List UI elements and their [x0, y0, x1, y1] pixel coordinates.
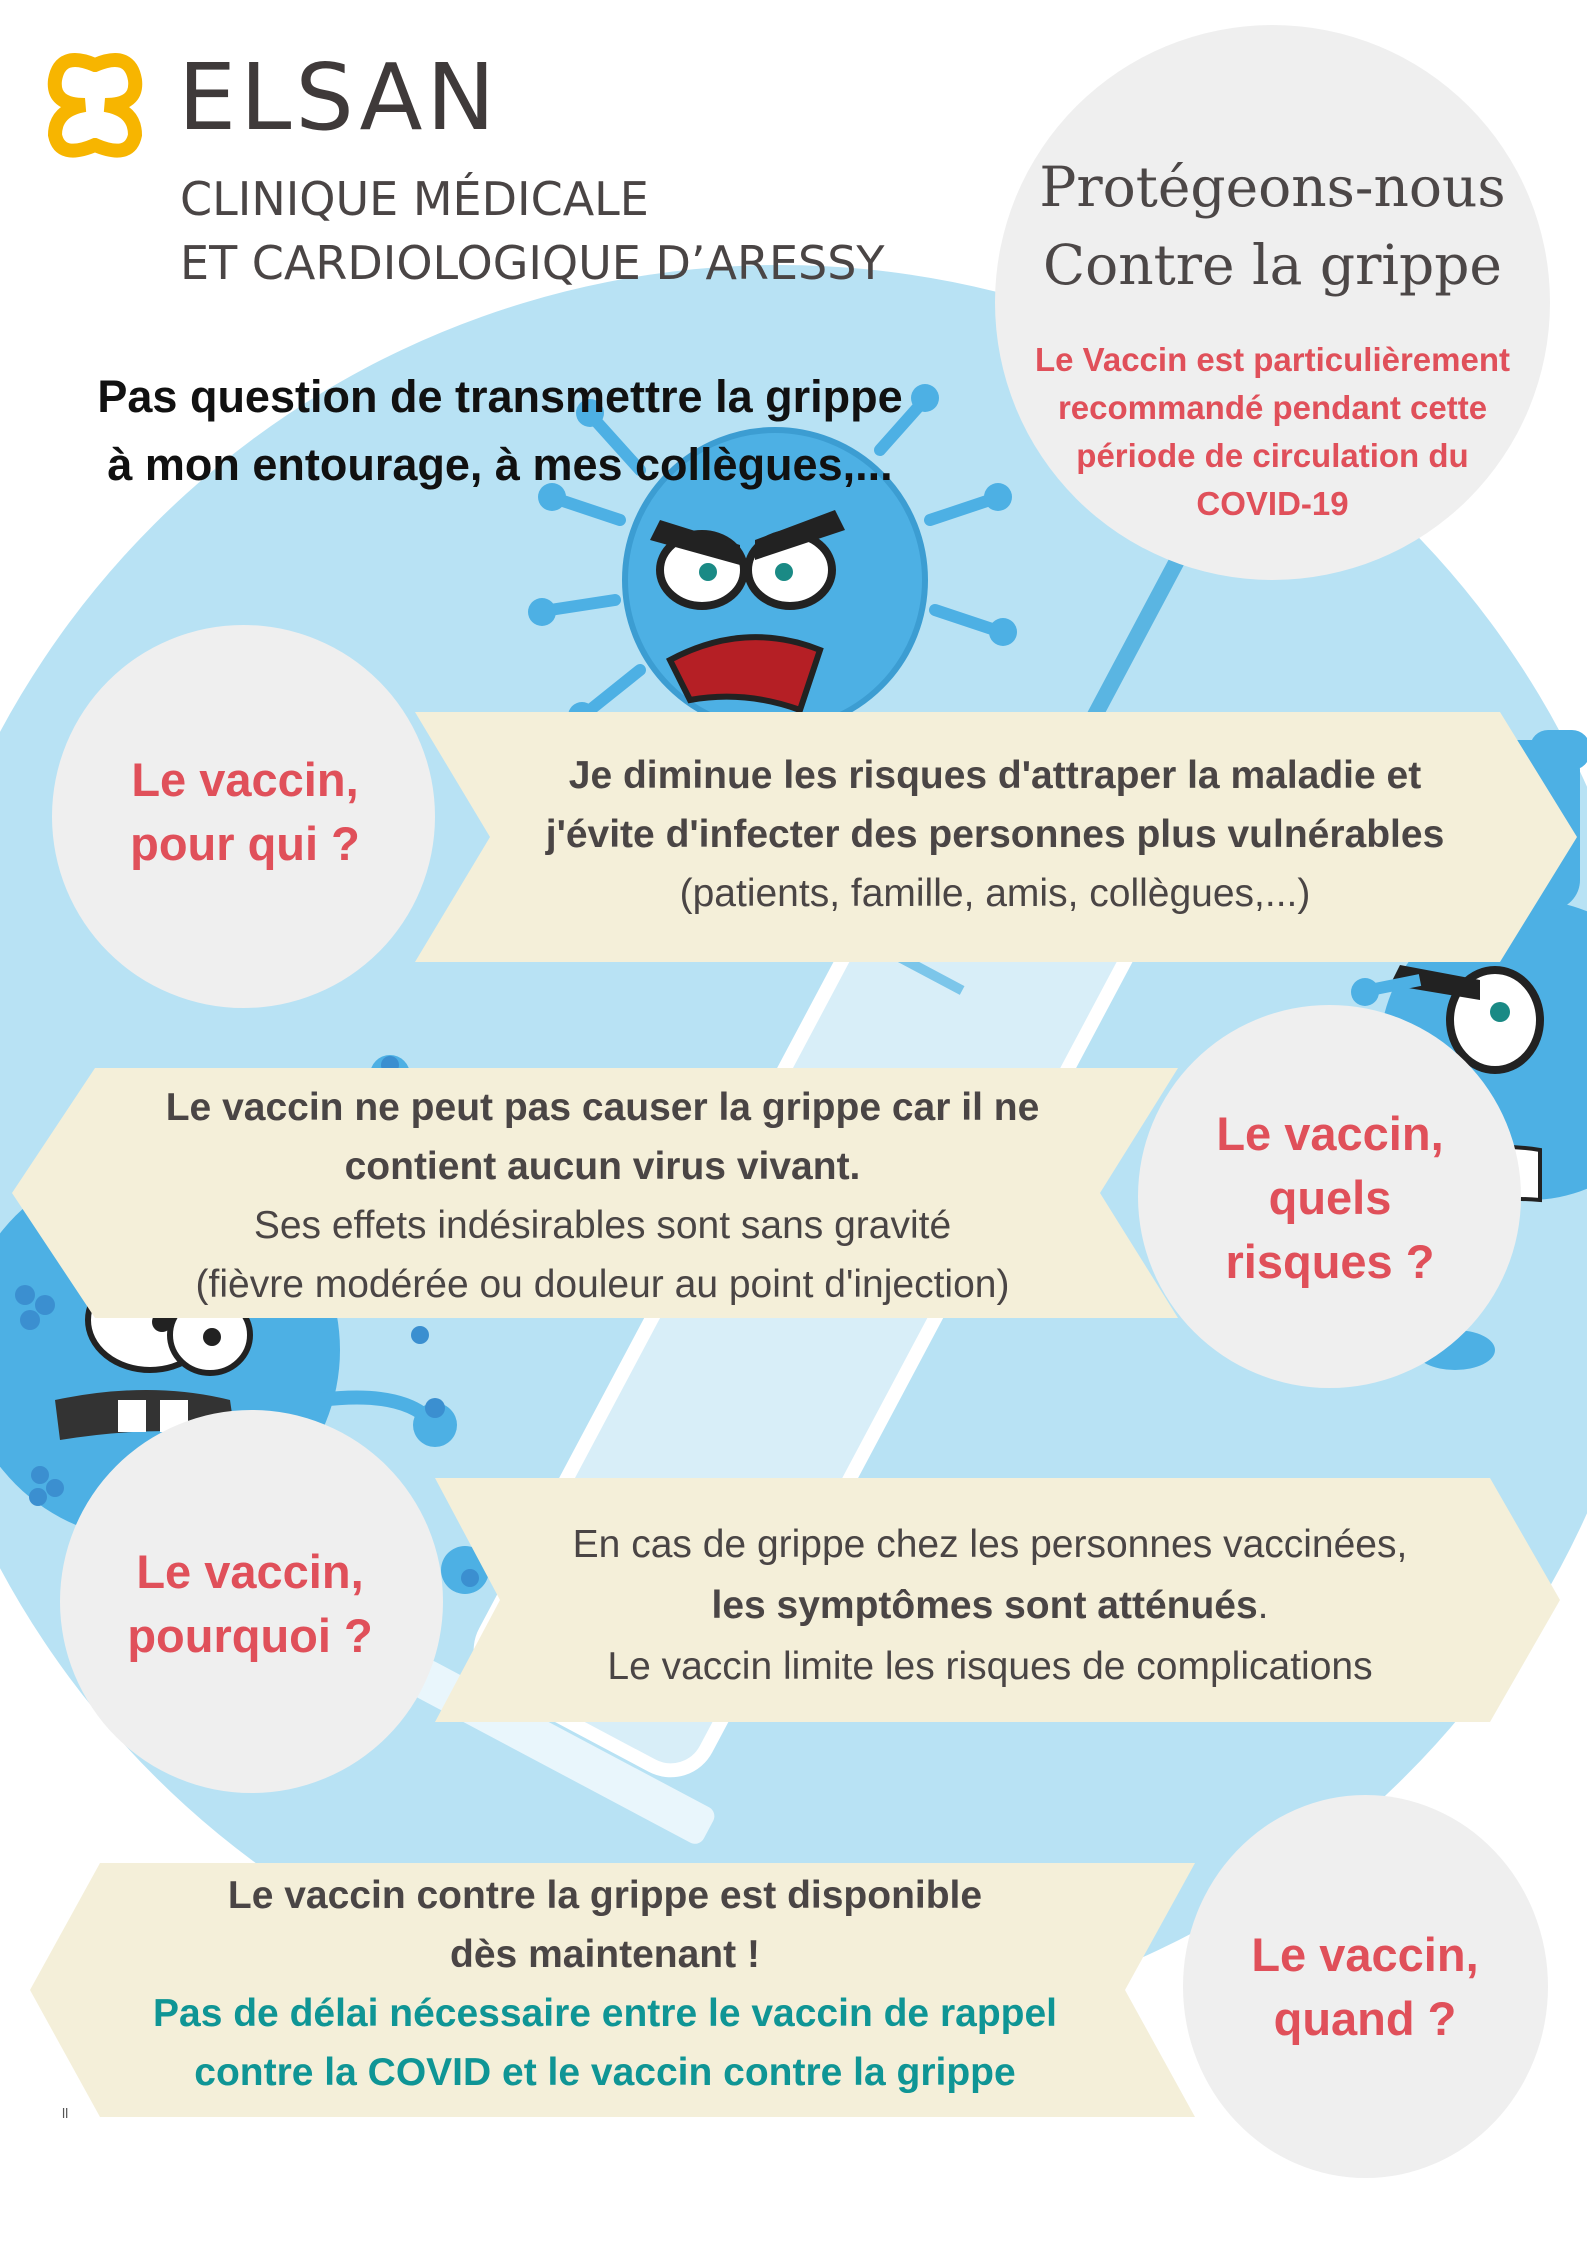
covid-note [1010, 336, 1535, 528]
question-risks-line2: quels [1268, 1171, 1392, 1224]
answer-why-line2 [480, 1575, 1500, 1636]
question-when-line2: quand ? [1273, 1992, 1457, 2045]
answer-why-line2-end: . [1257, 1584, 1269, 1627]
answer-why [480, 1514, 1500, 1697]
question-why-line2: pourquoi ? [127, 1609, 373, 1662]
covid-note-line2: recommandé pendant cette [1057, 389, 1488, 426]
answer-when [80, 1866, 1130, 2102]
answer-when-line1: Le vaccin contre la grippe est disponible [227, 1874, 983, 1917]
question-risks-line3: risques ? [1225, 1235, 1435, 1288]
answer-risks-line3: Ses effets indésirables sont sans gravité [253, 1204, 952, 1247]
question-why-line1: Le vaccin, [136, 1545, 364, 1598]
answer-risks-line2: contient aucun virus vivant. [344, 1145, 861, 1188]
answer-when-line2: dès maintenant ! [450, 1933, 760, 1976]
question-for-whom-line1: Le vaccin, [131, 753, 359, 806]
answer-why-line1: En cas de grippe chez les personnes vaccinées, [572, 1523, 1408, 1566]
answer-why-emphasis: les symptômes sont atténués [711, 1584, 1258, 1627]
headline-line1: Protégeons-nous [1039, 155, 1506, 219]
answer-for-whom-line1: Je diminue les risques d'attraper la maladie et [568, 754, 1422, 797]
question-risks-line1: Le vaccin, [1216, 1107, 1444, 1160]
question-why [70, 1540, 430, 1668]
answer-risks-line4: (fièvre modérée ou douleur au point d'injection) [195, 1263, 1010, 1306]
answer-when-line3: Pas de délai nécessaire entre le vaccin de rappel [153, 1992, 1057, 2035]
intro-line2: à mon entourage, à mes collègues,... [107, 439, 893, 490]
answer-risks-line1: Le vaccin ne peut pas causer la grippe car il ne [165, 1086, 1040, 1129]
headline-line2: Contre la grippe [1043, 233, 1502, 297]
answer-risks [100, 1078, 1105, 1314]
intro-line1: Pas question de transmettre la grippe [97, 371, 903, 422]
answer-for-whom-line3: (patients, famille, amis, collègues,...) [679, 872, 1311, 915]
question-for-whom-line2: pour qui ? [130, 817, 360, 870]
brand-name: ELSAN [178, 44, 500, 151]
covid-note-line3: période de circulation du [1076, 437, 1469, 474]
answer-why-line3: Le vaccin limite les risques de complications [607, 1645, 1373, 1688]
elsan-logo-mark [55, 60, 136, 151]
covid-note-line1: Le Vaccin est particulièrement [1034, 341, 1511, 378]
question-when-line1: Le vaccin, [1251, 1928, 1479, 1981]
question-when [1185, 1923, 1545, 2051]
clinic-name-line2: ET CARDIOLOGIQUE D’ARESSY [180, 236, 885, 290]
clinic-name-line1: CLINIQUE MÉDICALE [180, 172, 649, 226]
covid-note-line4: COVID-19 [1196, 485, 1349, 522]
answer-when-line4: contre la COVID et le vaccin contre la grippe [194, 2051, 1016, 2094]
answer-for-whom-line2: j'évite d'infecter des personnes plus vulnérables [545, 813, 1445, 856]
question-for-whom [70, 748, 420, 876]
question-risks [1150, 1102, 1510, 1294]
footer-mark: ll [62, 2105, 69, 2121]
answer-for-whom [480, 746, 1510, 923]
